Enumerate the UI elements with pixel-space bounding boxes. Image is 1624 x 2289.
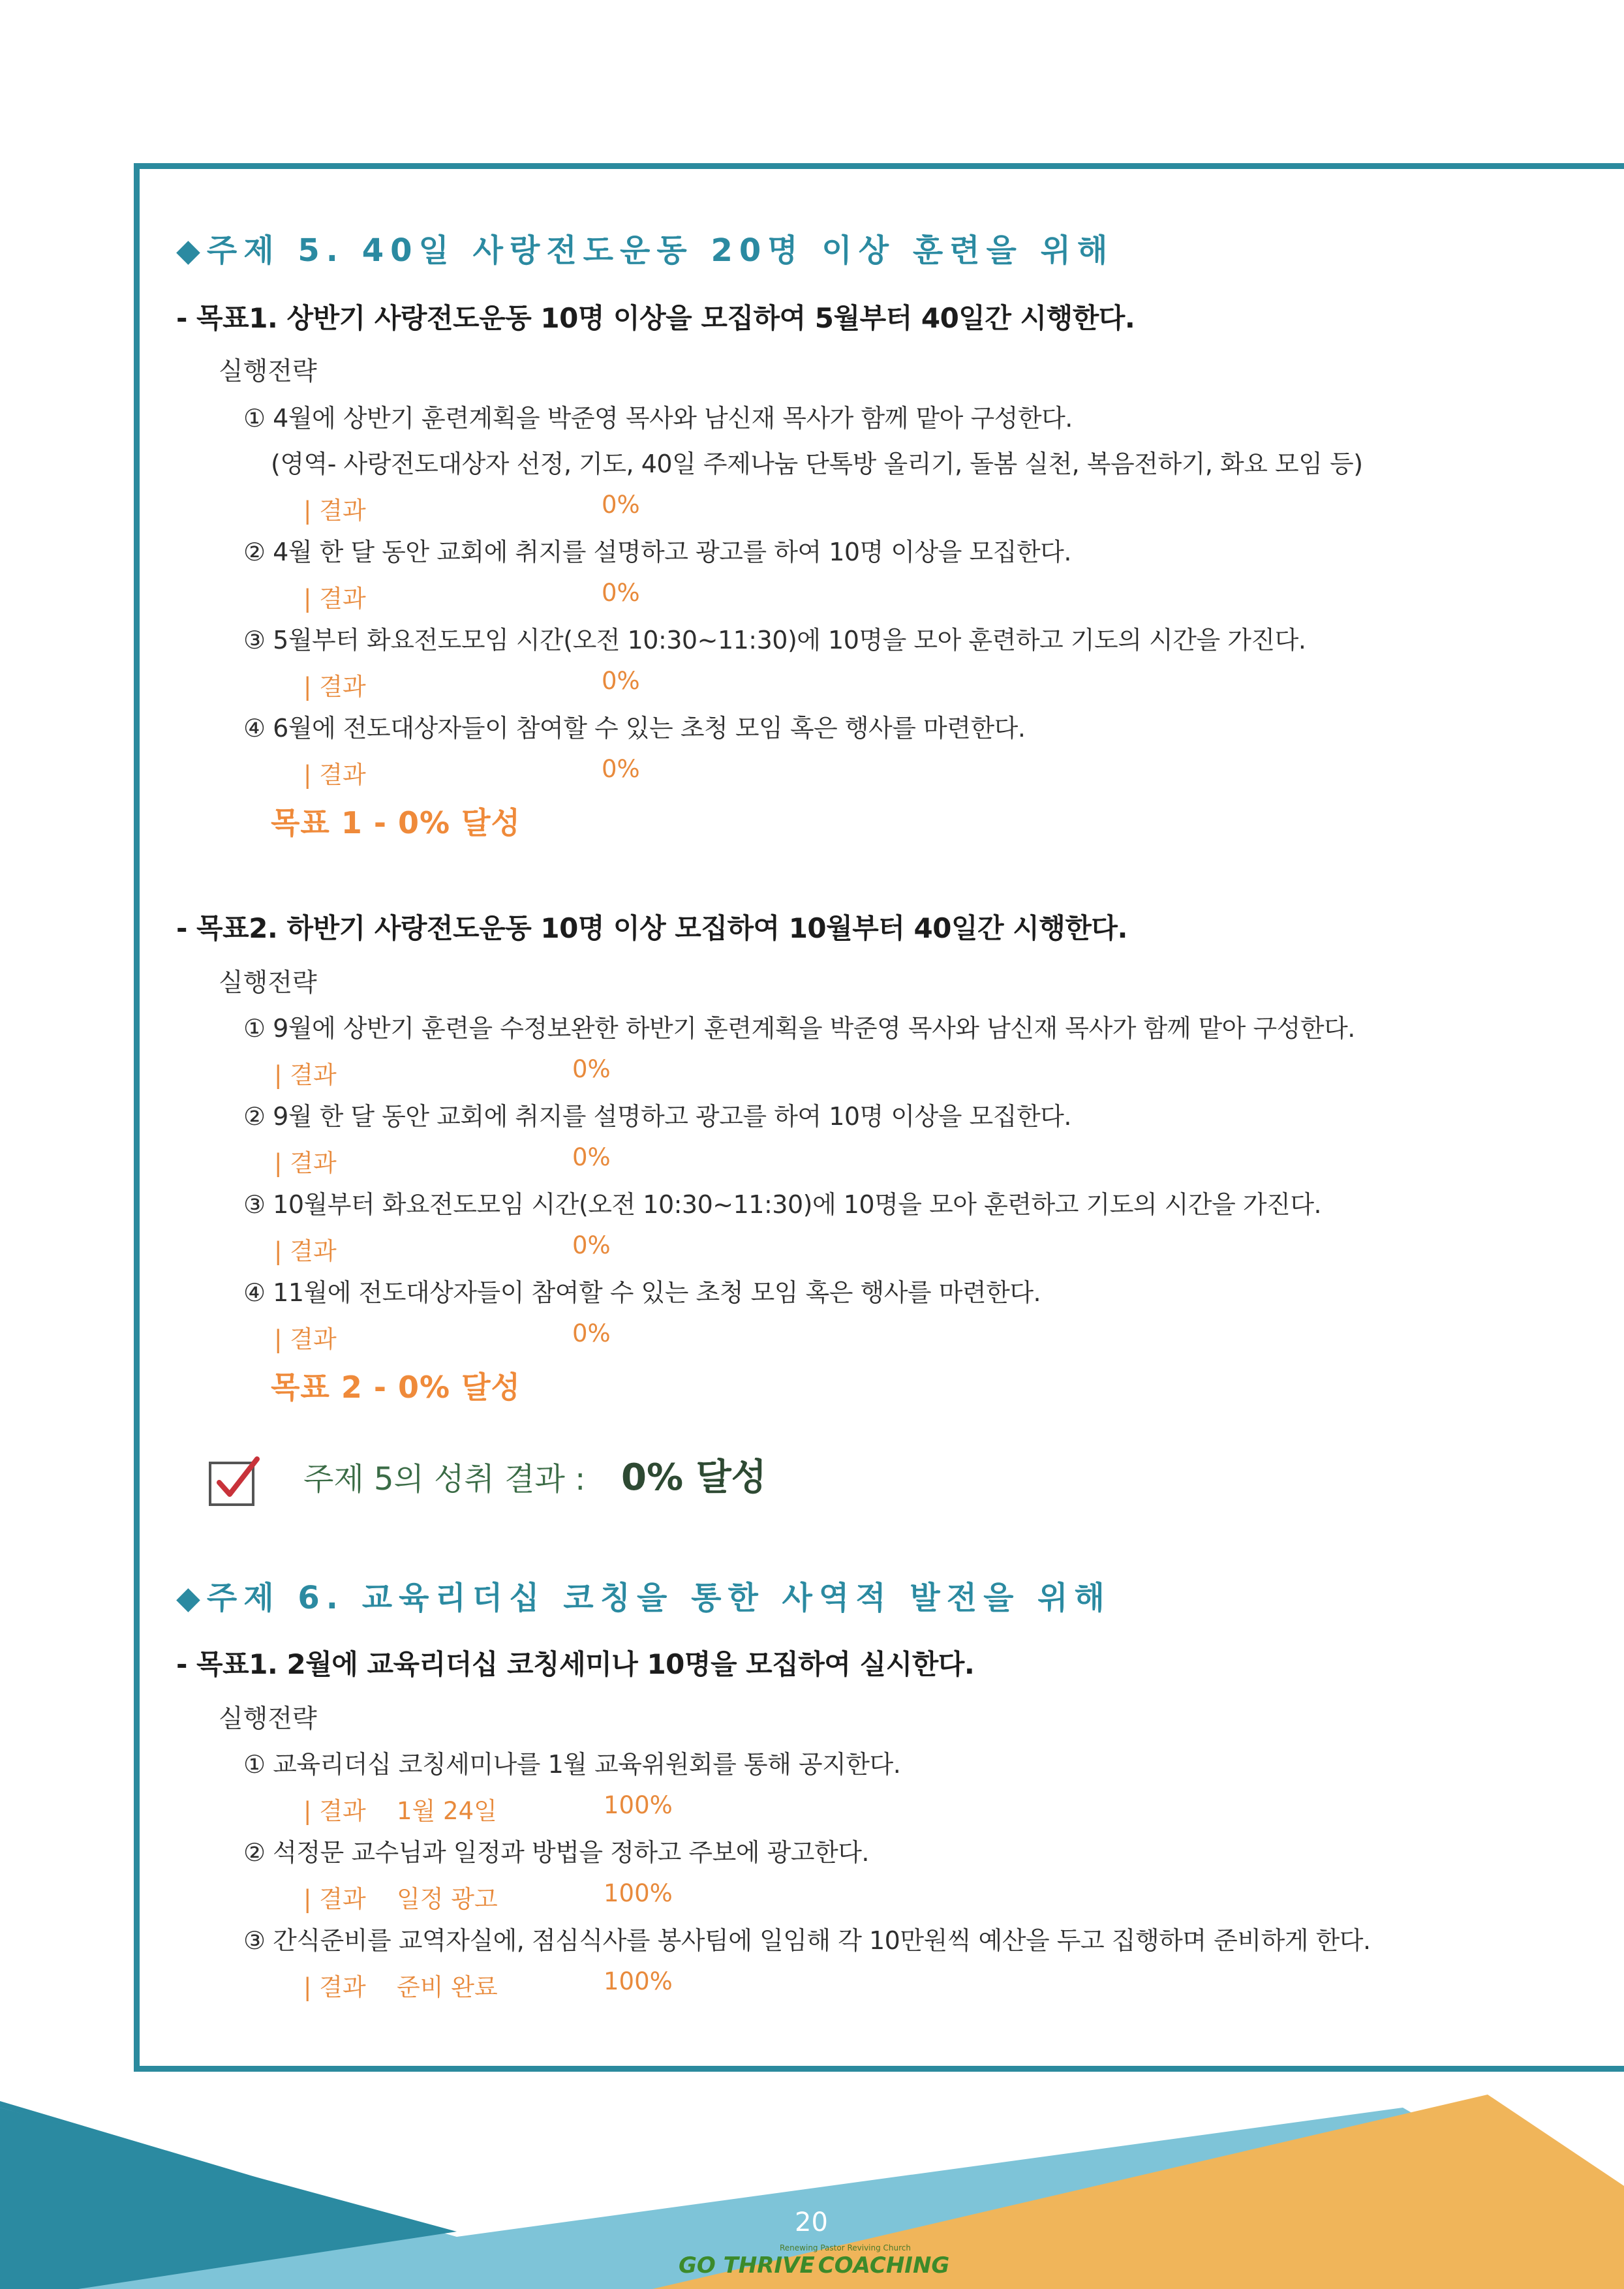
t6g1-result2-label: | 결과 xyxy=(303,1885,366,1913)
t6g1-result2-value: 100% xyxy=(604,1879,673,1907)
topic6-goal1-strategy: 실행전략 xyxy=(219,1704,317,1734)
t6g1-item1: ① 교육리더십 코칭세미나를 1월 교육위원회를 통해 공지한다. xyxy=(243,1750,901,1779)
logo-tagline: Renewing Pastor Reviving Church xyxy=(780,2243,912,2252)
t5g2-item4: ④ 11월에 전도대상자들이 참여할 수 있는 초청 모임 혹은 행사를 마련한다. xyxy=(243,1278,1041,1307)
t6g1-result1-label: | 결과 xyxy=(303,1797,366,1825)
t5g2-result1-value: 0% xyxy=(572,1055,611,1083)
topic6-goal1-title: - 목표1. 2월에 교육리더십 코칭세미나 10명을 모집하여 실시한다. xyxy=(176,1648,975,1680)
logo-sub-text: COACHING xyxy=(818,2252,950,2279)
t5g1-item4: ④ 6월에 전도대상자들이 참여할 수 있는 초청 모임 혹은 행사를 마련한다. xyxy=(243,714,1026,743)
go-thrive-coaching-logo xyxy=(679,2252,949,2279)
t6g1-result1-note: 1월 24일 xyxy=(397,1797,497,1825)
t5g1-achievement: 목표 1 - 0% 달성 xyxy=(271,805,521,840)
t5g1-item1-extra: (영역- 사랑전도대상자 선정, 기도, 40일 주제나눔 단톡방 올리기, 돌봄 실천, 복음전하기, 화요 모임 등) xyxy=(271,450,1363,478)
t5g2-result2-value: 0% xyxy=(572,1143,611,1171)
t5g1-result2-value: 0% xyxy=(602,579,640,607)
topic5-goal2-strategy: 실행전략 xyxy=(219,968,317,998)
topic5-summary-value: 0% 달성 xyxy=(621,1456,767,1499)
t6g1-item3: ③ 간식준비를 교역자실에, 점심식사를 봉사팀에 일임해 각 10만원씩 예산을 두고 집행하며 준비하게 한다. xyxy=(243,1926,1371,1955)
t5g2-item3: ③ 10월부터 화요전도모임 시간(오전 10:30~11:30)에 10명을 모아 훈련하고 기도의 시간을 가진다. xyxy=(243,1190,1322,1219)
t5g1-result4-value: 0% xyxy=(602,755,640,783)
t5g1-item2: ② 4월 한 달 동안 교회에 취지를 설명하고 광고를 하여 10명 이상을 모집한다. xyxy=(243,538,1071,566)
t5g2-result4-value: 0% xyxy=(572,1319,611,1347)
t5g1-result1-label: | 결과 xyxy=(303,497,366,525)
t6g1-item2: ② 석정문 교수님과 일정과 방법을 정하고 주보에 광고한다. xyxy=(243,1838,869,1867)
topic5-summary-label: 주제 5의 성취 결과 : xyxy=(303,1461,586,1498)
page-number: 20 xyxy=(795,2207,828,2237)
t5g1-result1-value: 0% xyxy=(602,491,640,519)
t5g1-item1: ① 4월에 상반기 훈련계획을 박준영 목사와 남신재 목사가 함께 맡아 구성한다. xyxy=(243,404,1073,433)
t5g2-result4-label: | 결과 xyxy=(274,1325,337,1353)
t6g1-result3-value: 100% xyxy=(604,1967,673,1995)
t6g1-result2-note: 일정 광고 xyxy=(397,1885,498,1913)
t5g1-item3: ③ 5월부터 화요전도모임 시간(오전 10:30~11:30)에 10명을 모아 훈련하고 기도의 시간을 가진다. xyxy=(243,626,1306,654)
t5g2-result3-value: 0% xyxy=(572,1231,611,1259)
t5g2-result3-label: | 결과 xyxy=(274,1237,337,1265)
topic6-title: ◆주제 6. 교육리더십 코칭을 통한 사역적 발전을 위해 xyxy=(176,1580,1111,1616)
checkbox-check-icon xyxy=(207,1454,254,1501)
t5g1-result4-label: | 결과 xyxy=(303,761,366,789)
topic5-title: ◆주제 5. 40일 사랑전도운동 20명 이상 훈련을 위해 xyxy=(176,232,1114,269)
t5g2-result1-label: | 결과 xyxy=(274,1061,337,1089)
t5g2-achievement: 목표 2 - 0% 달성 xyxy=(271,1370,521,1405)
t5g1-result3-value: 0% xyxy=(602,667,640,695)
t5g2-item2: ② 9월 한 달 동안 교회에 취지를 설명하고 광고를 하여 10명 이상을 모집한다. xyxy=(243,1102,1071,1131)
t5g2-result2-label: | 결과 xyxy=(274,1149,337,1177)
t6g1-result3-note: 준비 완료 xyxy=(397,1973,498,2001)
t6g1-result1-value: 100% xyxy=(604,1791,673,1819)
t6g1-result3-label: | 결과 xyxy=(303,1973,366,2001)
t5g1-result2-label: | 결과 xyxy=(303,585,366,613)
topic5-goal1-title: - 목표1. 상반기 사랑전도운동 10명 이상을 모집하여 5월부터 40일간 시행한다. xyxy=(176,302,1135,334)
logo-main-text: GO THRIVE xyxy=(679,2252,815,2279)
t5g1-result3-label: | 결과 xyxy=(303,673,366,701)
topic5-goal2-title: - 목표2. 하반기 사랑전도운동 10명 이상 모집하여 10월부터 40일간 시행한다. xyxy=(176,912,1127,944)
topic5-goal1-strategy: 실행전략 xyxy=(219,357,317,386)
t5g2-item1: ① 9월에 상반기 훈련을 수정보완한 하반기 훈련계획을 박준영 목사와 남신재 목사가 함께 맡아 구성한다. xyxy=(243,1014,1355,1043)
